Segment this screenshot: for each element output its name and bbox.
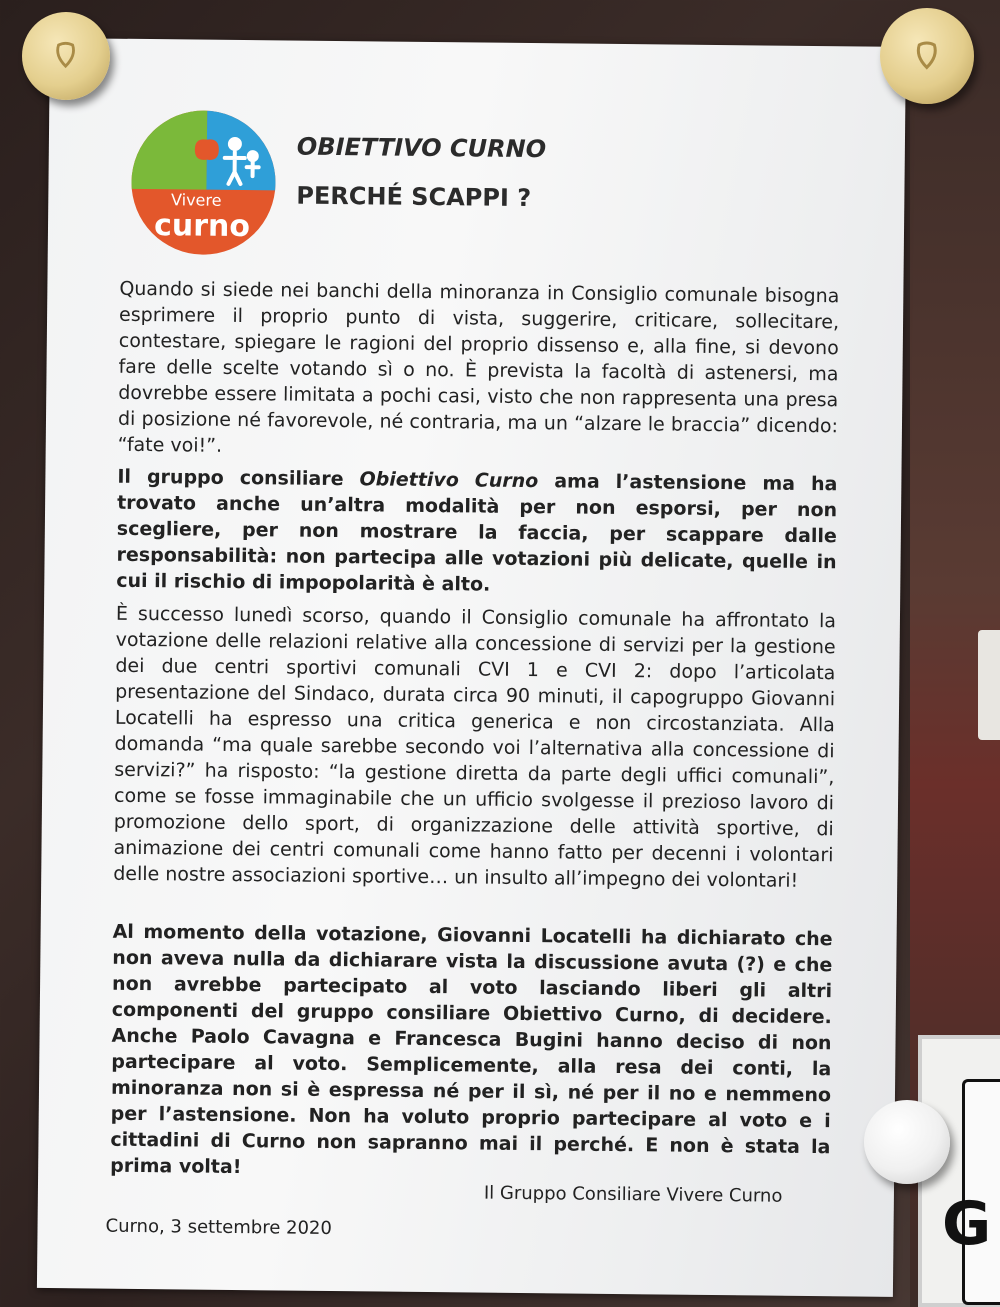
paragraph-1: Quando si siede nei banchi della minoranza in Consiglio comunale bisogna esprimere il proprio punto di vista, suggerire, criticare, sollecitare, contestare, spiegare le ragioni del proprio dissenso e, alla fine, si devono fare delle scelte votando sì o no. È prevista la facoltà di astenersi, ma dovrebbe essere limitata a pochi casi, visto che non rappresenta una presa di posizione né favorevole, né contraria, ma un “alzare le braccia” dicendo: “fate voi!”. xyxy=(117,277,840,457)
date-line: Curno, 3 settembre 2020 xyxy=(105,1215,332,1240)
adjacent-paper-edge xyxy=(978,630,1000,740)
vivere-curno-logo xyxy=(130,109,278,257)
paragraph-2-bold xyxy=(116,464,837,602)
poster-title-line1: OBIETTIVO CURNO xyxy=(296,132,547,164)
paragraph-2-italic: Obiettivo Curno xyxy=(359,468,539,493)
logo-text-top: Vivere xyxy=(171,190,222,210)
white-pushpin-icon xyxy=(864,1100,950,1184)
poster-sheet xyxy=(37,38,906,1297)
paragraph-3: È successo lunedì scorso, quando il Consiglio comunale ha affrontato la votazione delle relazioni relative alla concessione di servizi per la gestione dei due centri sportivi comunali CVI 1 e CVI 2: dopo l’articolata presentazione del Sindaco, durata circa 90 minuti, il capogruppo Giovanni Locatelli ha espresso una critica generica e non circostanziata. Alla domanda “ma quale sarebbe secondo voi l’alternativa alla concessione di servizi?” ha risposto: “la gestione diretta da parte degli uffici comunali”, come se fosse immaginabile che un ufficio svolgesse il prezioso lavoro di promozione dello sport, di organizzazione delle attività sportive, di animazione dei centri comunali come hanno fatto per decenni i volontari delle nostre associazioni sportive… un insulto all’impegno dei volontari! xyxy=(113,602,837,892)
gold-pushpin-icon xyxy=(22,12,110,100)
paragraph-2-part-a: Il gruppo consiliare xyxy=(117,465,360,491)
paragraph-2-part-b: ama l’astensione ma ha trovato anche un’altra modalità per non esporsi, per non scegliere, per non mostrare la faccia, per scappare dalle responsabilità: non partecipa alle votazioni più delicate, quelle in cui il rischio di impopolarità è alto. xyxy=(116,470,838,596)
signature: Il Gruppo Consiliare Vivere Curno xyxy=(483,1182,783,1207)
gold-pushpin-icon xyxy=(880,8,974,104)
adjacent-sign-letter: G xyxy=(942,1189,992,1259)
paragraph-4-bold: Al momento della votazione, Giovanni Locatelli ha dichiarato che non aveva nulla da dichiarare vista la discussione avuta (?) e che non avrebbe partecipato al voto lasciando liberi gli altri componenti del gruppo consiliare Obiettivo Curno, di decidere. Anche Paolo Cavagna e Francesca Bugini hanno deciso di non partecipare al voto. Semplicemente, alla resa dei conti, la minoranza non si è espressa né per il sì, né per il no e nemmeno per l’astensione. Non ha voluto proprio partecipare al voto e i cittadini di Curno non sapranno mai il perché. E non è stata la prima volta! xyxy=(110,920,833,1179)
logo-text-bottom: curno xyxy=(153,208,251,245)
poster-title-line2: PERCHÉ SCAPPI ? xyxy=(296,181,532,213)
